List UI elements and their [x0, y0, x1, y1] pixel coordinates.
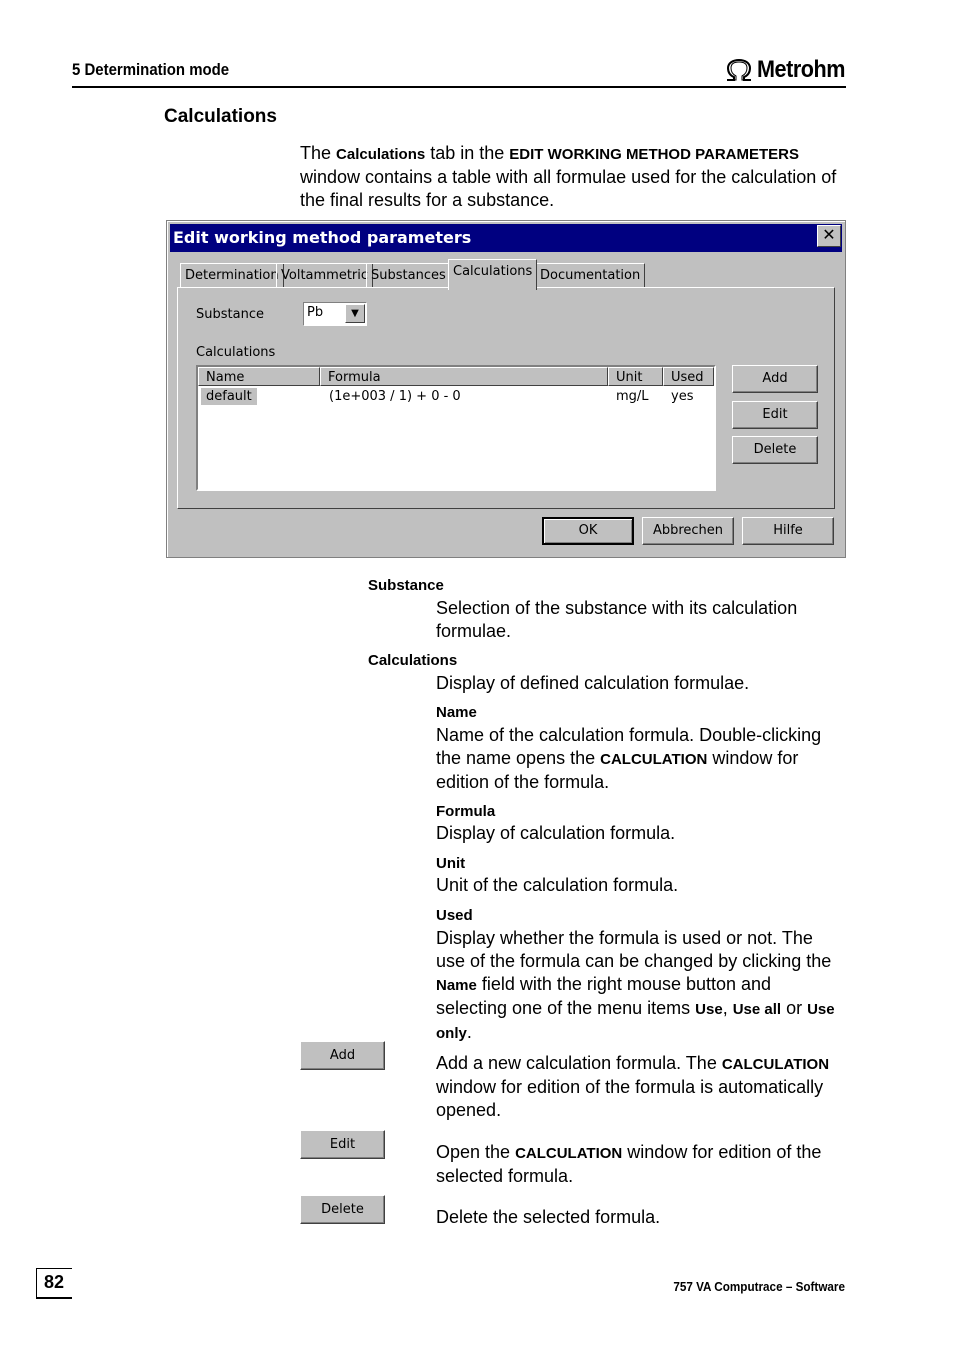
desc-used: Display whether the formula is used or not. The use of the formula can be changed by clicking the Name field with the right mouse button and selecting one of the menu items Use, Use all or Use only.: [436, 928, 835, 1042]
tab-substances[interactable]: Substances: [366, 263, 451, 288]
edit-button[interactable]: Edit: [732, 401, 818, 429]
tab-determination[interactable]: Determination: [180, 263, 284, 288]
desc-edit: Open the CALCULATION window for edition of the selected formula.: [436, 1142, 822, 1186]
close-icon[interactable]: ✕: [817, 225, 841, 247]
help-button[interactable]: Hilfe: [742, 517, 834, 545]
row-used-cell: yes: [671, 389, 694, 404]
desc-calculations: Display of defined calculation formulae.: [436, 673, 750, 693]
cancel-button[interactable]: Abbrechen: [642, 517, 734, 545]
add-button-sample: Add: [300, 1041, 385, 1070]
footer-product: 757 VA Computrace – Software: [673, 1279, 845, 1294]
term-used: Used: [436, 907, 473, 924]
term-substance: Substance: [368, 577, 444, 594]
row-name-cell[interactable]: default: [201, 388, 257, 405]
metrohm-logo: [724, 56, 855, 84]
column-header-formula[interactable]: Formula: [320, 367, 608, 386]
tab-documentation[interactable]: Documentation: [535, 263, 645, 288]
edit-method-dialog: [166, 220, 846, 558]
column-header-name[interactable]: Name: [198, 367, 320, 386]
term-formula: Formula: [436, 803, 496, 820]
dialog-title-bar: [170, 224, 842, 252]
delete-button[interactable]: Delete: [732, 436, 818, 464]
section-title: Calculations: [164, 106, 277, 127]
tab-voltammetric[interactable]: Voltammetric: [276, 263, 373, 288]
header-rule: [72, 86, 846, 88]
desc-delete: Delete the selected formula.: [436, 1207, 661, 1227]
term-unit: Unit: [436, 855, 466, 872]
desc-add: Add a new calculation formula. The CALCULATION window for edition of the formula is automatically opened.: [436, 1053, 830, 1120]
substance-value: Pb: [307, 305, 324, 320]
dialog-title: Edit working method parameters: [173, 228, 472, 247]
logo-text: Metrohm: [757, 56, 846, 83]
ok-button[interactable]: OK: [542, 517, 634, 545]
substance-select[interactable]: [303, 302, 367, 326]
column-header-unit[interactable]: Unit: [608, 367, 663, 386]
desc-unit: Unit of the calculation formula.: [436, 875, 679, 895]
desc-substance: Selection of the substance with its calculation formulae.: [436, 598, 798, 641]
substance-label: Substance: [196, 307, 264, 322]
chevron-down-icon[interactable]: ▼: [345, 304, 365, 323]
footer-rule: [36, 1297, 72, 1299]
term-calculations: Calculations: [368, 652, 458, 669]
intro-paragraph: The Calculations tab in the EDIT WORKING METHOD PARAMETERS window contains a table with all formulae used for the calculation of the final results for a substance.: [300, 143, 837, 210]
chapter-heading: 5 Determination mode: [72, 60, 230, 79]
row-unit-cell: mg/L: [616, 389, 649, 404]
calculations-label: Calculations: [196, 345, 276, 360]
tab-calculations[interactable]: Calculations: [448, 259, 537, 290]
page-number: 82: [44, 1272, 65, 1292]
desc-formula: Display of calculation formula.: [436, 823, 676, 843]
term-name: Name: [436, 704, 477, 721]
delete-button-sample: Delete: [300, 1195, 385, 1224]
column-header-used[interactable]: Used: [663, 367, 714, 386]
add-button[interactable]: Add: [732, 365, 818, 393]
edit-button-sample: Edit: [300, 1130, 385, 1159]
omega-icon: [724, 58, 754, 82]
calculations-table[interactable]: [196, 365, 716, 491]
desc-name: Name of the calculation formula. Double-clicking the name opens the CALCULATION window for edition of the formula.: [436, 725, 822, 792]
row-formula-cell: (1e+003 / 1) + 0 - 0: [329, 389, 461, 404]
